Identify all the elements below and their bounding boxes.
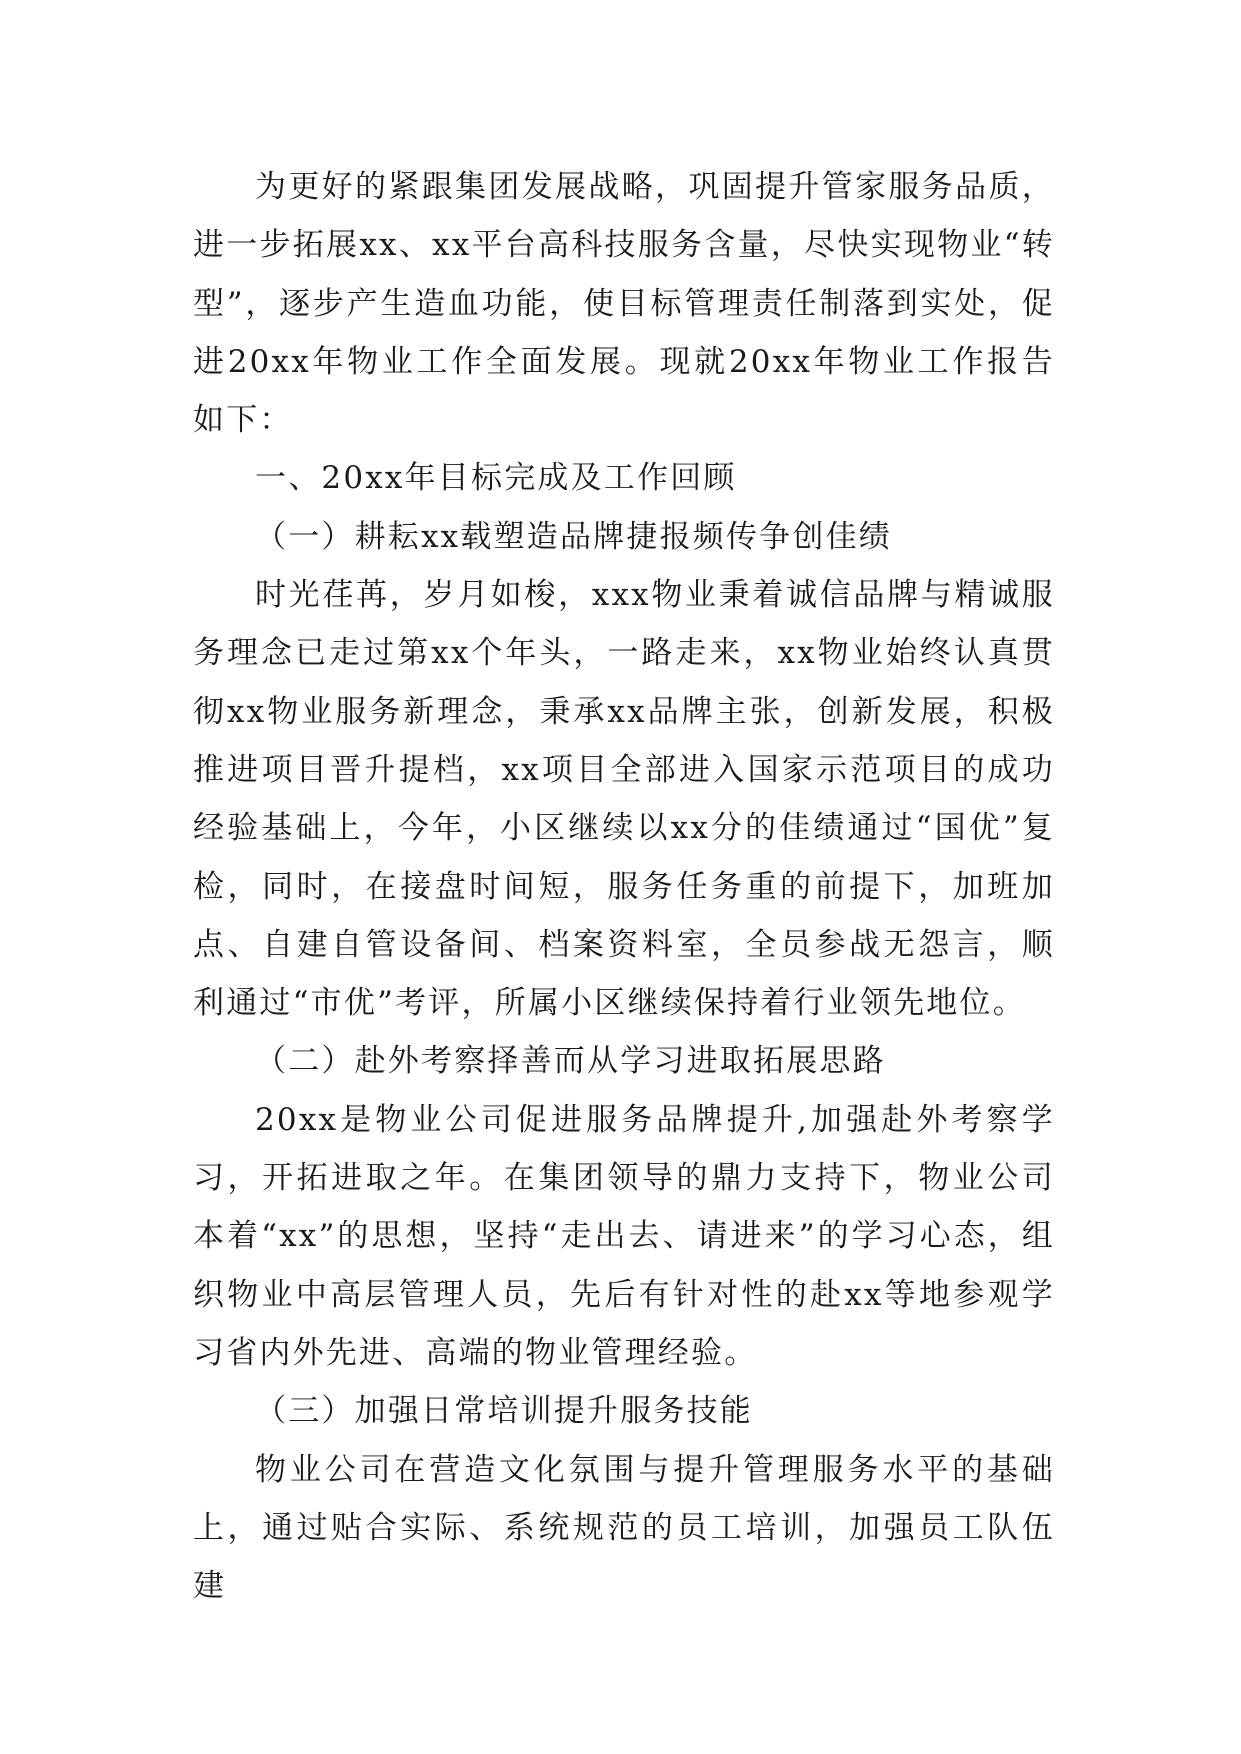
- subsection-heading-3: （三）加强日常培训提升服务技能: [255, 1393, 753, 1430]
- section-heading-1: 一、20xx年目标完成及工作回顾: [255, 460, 737, 497]
- body-paragraph-1: 时光荏苒，岁月如梭，xxx物业秉着诚信品牌与精诚服务理念已走过第xx个年头，一路走来，xx物业始终认真贯彻xx物业服务新理念，秉承xx品牌主张，创新发展，积极推进项目晋升提档，xx项目全部进入国家示范项目的成功经验基础上，今年，小区继续以xx分的佳绩通过“国优”复检，同时，在接盘时间短，服务任务重的前提下，加班加点、自建自管设备间、档案资料室，全员参战无怨言，顺利通过“市优”考评，所属小区继续保持着行业领先地位。: [193, 577, 1055, 1022]
- subsection-heading-1: （一）耕耘xx载塑造品牌捷报频传争创佳绩: [255, 518, 892, 555]
- subsection-heading-2: （二）赴外考察择善而从学习进取拓展思路: [255, 1043, 886, 1080]
- body-paragraph-2: 20xx是物业公司促进服务品牌提升,加强赴外考察学习，开拓进取之年。在集团领导的鼎力支持下，物业公司本着“xx”的思想，坚持“走出去、请进来”的学习心态，组织物业中高层管理人员，先后有针对性的赴xx等地参观学习省内外先进、高端的物业管理经验。: [193, 1101, 1055, 1371]
- body-paragraph-3: 物业公司在营造文化氛围与提升管理服务水平的基础上，通过贴合实际、系统规范的员工培训，加强员工队伍建: [193, 1451, 1055, 1605]
- document-body: [193, 158, 1055, 1615]
- intro-paragraph: 为更好的紧跟集团发展战略，巩固提升管家服务品质，进一步拓展xx、xx平台高科技服务含量，尽快实现物业“转型”，逐步产生造血功能，使目标管理责任制落到实处，促进20xx年物业工作全面发展。现就20xx年物业工作报告如下：: [193, 169, 1055, 439]
